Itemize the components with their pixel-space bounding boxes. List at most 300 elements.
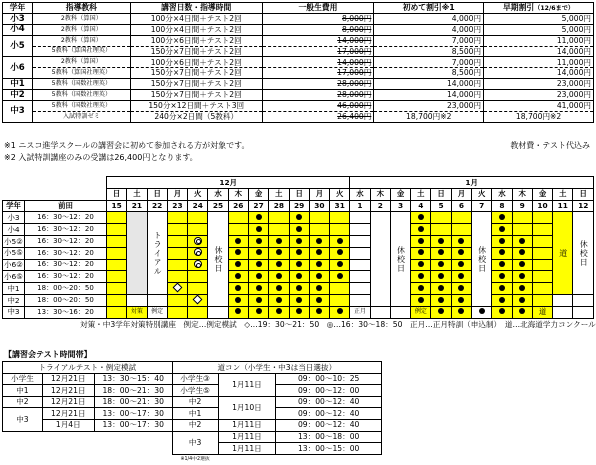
calendar-cell: [431, 224, 451, 236]
date-cell: 23: [167, 200, 187, 212]
calendar-cell: [147, 294, 167, 306]
calendar-cell: [451, 259, 471, 271]
price-header-time: 講習日数・指導時間: [130, 3, 262, 14]
date-cell: 28: [269, 200, 289, 212]
calendar-cell: [431, 235, 451, 247]
calendar-cell: [512, 224, 532, 236]
calendar-cell: [532, 224, 552, 236]
filled-circle-icon: [438, 297, 444, 303]
filled-circle-icon: [458, 273, 464, 279]
calendar-cell: [269, 306, 289, 318]
filled-circle-icon: [337, 308, 343, 314]
weekday-cell: 木: [370, 188, 390, 200]
calendar-cell: [289, 212, 309, 224]
first-price: 4,000円: [374, 13, 484, 24]
calendar-cell: [512, 271, 532, 283]
filled-circle-icon: [519, 273, 525, 279]
calendar-cell: [370, 306, 390, 318]
filled-circle-icon: [256, 249, 262, 255]
calendar-cell: [411, 283, 431, 295]
first-price: 8,500円: [374, 68, 484, 79]
filled-circle-icon: [519, 249, 525, 255]
filled-circle-icon: [296, 238, 302, 244]
calendar-cell: [472, 306, 492, 318]
calendar-cell: [248, 306, 268, 318]
calendar-cell: [167, 271, 187, 283]
closed-label: 休校日: [573, 212, 594, 295]
calendar-grade: 小6⑤: [4, 272, 23, 282]
calendar-cell: [532, 271, 552, 283]
calendar-cell: [289, 235, 309, 247]
calendar-cell: [451, 271, 471, 283]
weekday-cell: 日: [106, 188, 126, 200]
calendar-cell: [330, 259, 350, 271]
reitei-label: 例定: [411, 306, 431, 318]
calendar-cell: [269, 212, 289, 224]
price-header-general: 一般生費用: [262, 3, 374, 14]
trial-label: トライアル: [147, 212, 167, 295]
calendar-cell: [411, 294, 431, 306]
filled-circle-icon: [418, 285, 424, 291]
calendar-grade: 小6②: [4, 260, 23, 270]
filled-circle-icon: [519, 297, 525, 303]
calendar-cell: [330, 294, 350, 306]
early-price: 41,000円: [484, 101, 594, 112]
weekday-cell: 日: [573, 188, 594, 200]
filled-circle-icon: [438, 261, 444, 267]
calendar-cell: [248, 247, 268, 259]
date-cell: 29: [289, 200, 309, 212]
calendar-cell: [411, 212, 431, 224]
calendar-cell: [411, 235, 431, 247]
calendar-cell: [532, 294, 552, 306]
calendar-grade: 中2: [3, 294, 25, 306]
calendar-cell: [309, 212, 329, 224]
calendar-cell: [492, 247, 512, 259]
calendar-cell: [127, 212, 147, 295]
calendar-cell: [431, 294, 451, 306]
table-row: 5教科（算国社理英） 150分×7日間＋テスト2回 17,000円 8,500円 14,000円: [3, 46, 594, 57]
weekday-cell: 日: [289, 188, 309, 200]
calendar-time: 16：30～12：20: [24, 247, 106, 259]
calendar-date-row: [3, 200, 594, 212]
calendar-cell: [431, 259, 451, 271]
double-circle-icon: [194, 260, 202, 268]
calendar-cell: [330, 271, 350, 283]
price-header-row: [3, 3, 594, 14]
filled-circle-icon: [256, 214, 262, 220]
calendar-grade: 中1: [3, 283, 25, 295]
calendar-cell: [228, 224, 248, 236]
calendar-cell: [350, 259, 370, 271]
calendar-cell: [188, 212, 208, 224]
calendar-cell: [127, 294, 147, 306]
weekday-cell: 木: [512, 188, 532, 200]
filled-circle-icon: [438, 308, 444, 314]
filled-circle-icon: [256, 261, 262, 267]
calendar-cell: [188, 283, 208, 295]
weekday-cell: 木: [228, 188, 248, 200]
table-row: 小6 2教科（算国） 100分×6日間＋テスト2回 14,000円 7,000円 11,000円: [3, 57, 594, 68]
weekday-cell: 土: [553, 188, 573, 200]
col-grade: 学年: [3, 200, 25, 212]
calendar-cell: [248, 294, 268, 306]
date-cell: 4: [411, 200, 431, 212]
filled-circle-icon: [499, 249, 505, 255]
calendar-table: [2, 176, 594, 319]
weekday-cell: 火: [330, 188, 350, 200]
date-cell: 22: [147, 200, 167, 212]
filled-circle-icon: [499, 261, 505, 267]
first-price: 8,500円: [374, 46, 484, 57]
price-header-first: 初めて割引※1: [374, 3, 484, 14]
date-cell: 30: [309, 200, 329, 212]
weekday-cell: 金: [248, 188, 268, 200]
calendar-cell: [269, 283, 289, 295]
calendar-cell: [188, 235, 208, 247]
filled-circle-icon: [296, 285, 302, 291]
filled-circle-icon: [499, 238, 505, 244]
schedule-table: [2, 361, 382, 465]
calendar-cell: [451, 235, 471, 247]
first-price: 14,000円: [374, 79, 484, 90]
filled-circle-icon: [235, 249, 241, 255]
filled-circle-icon: [296, 249, 302, 255]
filled-circle-icon: [316, 238, 322, 244]
filled-circle-icon: [418, 261, 424, 267]
calendar-cell: [248, 235, 268, 247]
calendar-cell: [289, 247, 309, 259]
calendar-cell: [106, 224, 126, 236]
filled-circle-icon: [316, 273, 322, 279]
calendar-cell: [248, 283, 268, 295]
filled-circle-icon: [438, 273, 444, 279]
michi-label: 道: [532, 306, 552, 318]
weekday-cell: 水: [208, 188, 228, 200]
weekday-cell: 土: [411, 188, 431, 200]
filled-circle-icon: [235, 273, 241, 279]
calendar-cell: [492, 283, 512, 295]
filled-circle-icon: [418, 273, 424, 279]
calendar-cell: [188, 271, 208, 283]
date-cell: 27: [248, 200, 268, 212]
calendar-cell: [451, 212, 471, 224]
calendar-time: 18：00～20：50: [24, 294, 106, 306]
calendar-cell: [228, 294, 248, 306]
calendar-month-row: [3, 177, 594, 189]
filled-circle-icon: [499, 297, 505, 303]
filled-circle-icon: [499, 308, 505, 314]
calendar-cell: [228, 283, 248, 295]
early-price: 5,000円: [484, 13, 594, 24]
filled-circle-icon: [458, 297, 464, 303]
first-price: 18,700円※2: [374, 111, 484, 122]
filled-circle-icon: [235, 261, 241, 267]
general-price: 8,000円: [342, 24, 372, 34]
date-cell: 26: [228, 200, 248, 212]
general-price: 28,000円: [337, 79, 372, 89]
filled-circle-icon: [337, 273, 343, 279]
filled-circle-icon: [296, 308, 302, 314]
weekday-cell: 金: [390, 188, 410, 200]
calendar-cell: [451, 283, 471, 295]
filled-circle-icon: [337, 261, 343, 267]
filled-circle-icon: [276, 308, 282, 314]
calendar-cell: [228, 235, 248, 247]
calendar-cell: [451, 247, 471, 259]
calendar-cell: [106, 294, 126, 306]
weekday-cell: 月: [309, 188, 329, 200]
month-january: 1月: [350, 177, 594, 189]
calendar-cell: [350, 224, 370, 236]
double-circle-icon: [194, 248, 202, 256]
schedule-header-dokon: 道コン（小学生・中3は当日選抜）: [172, 362, 381, 374]
calendar-cell: [532, 283, 552, 295]
table-row: 中2 5教科（国数社理英） 150分×7日間＋テスト2回 28,000円 14,000円 23,000円: [3, 90, 594, 101]
filled-circle-icon: [499, 214, 505, 220]
calendar-cell: [208, 306, 228, 318]
calendar-cell: [492, 259, 512, 271]
calendar-cell: [106, 271, 126, 283]
table-row: [3, 224, 594, 236]
general-price: 8,000円: [342, 14, 372, 24]
filled-circle-icon: [316, 249, 322, 255]
filled-circle-icon: [296, 261, 302, 267]
table-row: [3, 247, 594, 259]
date-cell: 25: [208, 200, 228, 212]
filled-circle-icon: [235, 238, 241, 244]
schedule-title: 【講習会テスト時間帯】: [4, 350, 92, 359]
weekday-cell: 月: [451, 188, 471, 200]
shogatsu-label: 正月: [350, 306, 370, 318]
filled-circle-icon: [296, 297, 302, 303]
calendar-cell: [330, 224, 350, 236]
calendar-cell: [106, 235, 126, 247]
calendar-cell: [330, 212, 350, 224]
price-header-subject: 指導教科: [32, 3, 130, 14]
calendar-cell: [289, 259, 309, 271]
price-table: [2, 2, 594, 123]
filled-circle-icon: [256, 297, 262, 303]
filled-circle-icon: [256, 273, 262, 279]
date-cell: 24: [188, 200, 208, 212]
early-price: 11,000円: [484, 35, 594, 46]
calendar-cell: [167, 259, 187, 271]
calendar-cell: [492, 235, 512, 247]
calendar-cell: [330, 306, 350, 318]
double-circle-icon: [194, 237, 202, 245]
date-cell: 31: [330, 200, 350, 212]
calendar-cell: [269, 271, 289, 283]
calendar-cell: [269, 294, 289, 306]
date-cell: 9: [512, 200, 532, 212]
calendar-cell: [228, 259, 248, 271]
schedule-header-trial: トライアルテスト・例定模試: [3, 362, 173, 374]
filled-circle-icon: [296, 226, 302, 232]
calendar-cell: [167, 224, 187, 236]
calendar-cell: [309, 283, 329, 295]
filled-circle-icon: [418, 214, 424, 220]
calendar-cell: [188, 259, 208, 271]
filled-circle-icon: [316, 261, 322, 267]
early-price: 5,000円: [484, 24, 594, 35]
calendar-cell: [167, 283, 187, 295]
calendar-cell: [451, 294, 471, 306]
calendar-grade: 小3: [3, 212, 25, 224]
calendar-cell: [553, 306, 573, 318]
calendar-time: 18：00～20：50: [24, 283, 106, 295]
filled-circle-icon: [256, 285, 262, 291]
filled-circle-icon: [418, 297, 424, 303]
calendar-cell: [411, 224, 431, 236]
filled-circle-icon: [519, 285, 525, 291]
general-price: 17,000円: [337, 46, 372, 56]
filled-circle-icon: [458, 285, 464, 291]
calendar-time: 16：30～12：20: [24, 271, 106, 283]
table-row: [3, 454, 382, 465]
calendar-cell: [512, 294, 532, 306]
calendar-cell: [431, 212, 451, 224]
filled-circle-icon: [276, 285, 282, 291]
calendar-cell: [350, 271, 370, 283]
filled-circle-icon: [458, 308, 464, 314]
calendar-cell: [532, 247, 552, 259]
filled-circle-icon: [276, 238, 282, 244]
calendar-cell: [309, 259, 329, 271]
date-cell: 10: [532, 200, 552, 212]
diamond-icon: [173, 283, 183, 293]
calendar-cell: [350, 235, 370, 247]
calendar-cell: [309, 306, 329, 318]
filled-circle-icon: [316, 297, 322, 303]
filled-circle-icon: [256, 238, 262, 244]
michi-label: 道: [553, 212, 573, 295]
date-cell: 8: [492, 200, 512, 212]
calendar-weekday-row: [3, 188, 594, 200]
calendar-cell: [309, 247, 329, 259]
calendar-cell: [350, 283, 370, 295]
calendar-cell: [309, 271, 329, 283]
first-price: 23,000円: [374, 101, 484, 112]
date-cell: 6: [451, 200, 471, 212]
calendar-grade: 小5⑤: [4, 248, 23, 258]
calendar-cell: [228, 271, 248, 283]
calendar-cell: [289, 306, 309, 318]
table-row: 1月11日 13：00～15：00: [3, 443, 382, 455]
calendar-cell: [492, 294, 512, 306]
table-row: [3, 235, 594, 247]
calendar-cell: [248, 224, 268, 236]
calendar-cell: [228, 247, 248, 259]
closed-label: 休校日: [208, 212, 228, 306]
table-row: 1月4日 13：00～17：30 中2 1月11日 09：00～12：40: [3, 419, 382, 431]
early-price: 14,000円: [484, 46, 594, 57]
first-price: 7,000円: [374, 35, 484, 46]
schedule-header-row: [3, 362, 382, 374]
filled-circle-icon: [499, 226, 505, 232]
filled-circle-icon: [519, 261, 525, 267]
calendar-cell: [411, 271, 431, 283]
calendar-cell: [431, 306, 451, 318]
date-cell: 15: [106, 200, 126, 212]
general-price: 14,000円: [337, 35, 372, 45]
table-row: 小4 2教科（算国） 100分×4日間＋テスト2回 8,000円 4,000円 5,000円: [3, 24, 594, 35]
calendar-cell: [167, 294, 187, 306]
calendar-cell: [512, 212, 532, 224]
filled-circle-icon: [438, 285, 444, 291]
calendar-cell: [289, 271, 309, 283]
price-header-grade: 学年: [3, 3, 33, 14]
weekday-cell: 火: [472, 188, 492, 200]
table-row: 中1 12月21日 18：00～21：30 小学生⑤ 09：00～12：00: [3, 385, 382, 397]
early-price: 18,700円※2: [484, 111, 594, 122]
filled-circle-icon: [499, 285, 505, 291]
calendar-cell: [350, 247, 370, 259]
date-cell: 12: [573, 200, 594, 212]
general-price: 17,000円: [337, 68, 372, 78]
calendar-cell: [573, 294, 594, 306]
filled-circle-icon: [276, 249, 282, 255]
filled-circle-icon: [337, 249, 343, 255]
date-cell: 1: [350, 200, 370, 212]
filled-circle-icon: [438, 249, 444, 255]
calendar-cell: [289, 224, 309, 236]
table-row: 5教科（算国社理英） 150分×7日間＋テスト2回 17,000円 8,500円 14,000円: [3, 68, 594, 79]
calendar-cell: [167, 247, 187, 259]
calendar-cell: [532, 212, 552, 224]
calendar-cell: [106, 283, 126, 295]
calendar-cell: [512, 247, 532, 259]
weekday-cell: 月: [167, 188, 187, 200]
table-row: 中3 1月11日 13：00～18：00: [3, 431, 382, 443]
filled-circle-icon: [276, 261, 282, 267]
filled-circle-icon: [235, 297, 241, 303]
calendar-cell: [512, 306, 532, 318]
table-row: [3, 306, 594, 318]
table-row: 小5 2教科（算国） 100分×6日間＋テスト2回 14,000円 7,000円 11,000円: [3, 35, 594, 46]
table-row: 中3 5教科（国数社理英） 150分×12日間＋テスト3回 46,000円 23,000円 41,000円: [3, 101, 594, 112]
calendar-cell: [431, 247, 451, 259]
schedule-tiny-note: ※1/4中2選抜: [180, 456, 210, 462]
calendar-cell: [269, 247, 289, 259]
weekday-cell: 日: [431, 188, 451, 200]
filled-circle-icon: [418, 249, 424, 255]
note-tax: 教材費・テスト代込み: [510, 141, 590, 150]
date-cell: 21: [127, 200, 147, 212]
calendar-cell: [451, 306, 471, 318]
calendar-cell: [573, 306, 594, 318]
filled-circle-icon: [337, 238, 343, 244]
col-time: 前田: [24, 200, 106, 212]
note-exam-only: ※2 入試特訓講座のみの受講は26,400円となります。: [4, 153, 198, 162]
filled-circle-icon: [438, 238, 444, 244]
calendar-cell: [248, 271, 268, 283]
calendar-cell: [188, 306, 208, 318]
calendar-cell: [248, 259, 268, 271]
calendar-time: 16：30～12：20: [24, 224, 106, 236]
table-row: [3, 259, 594, 271]
calendar-cell: [350, 212, 370, 224]
table-row: [3, 294, 594, 306]
calendar-cell: [512, 283, 532, 295]
early-price: 23,000円: [484, 90, 594, 101]
weekday-cell: 水: [492, 188, 512, 200]
diamond-icon: [193, 295, 203, 305]
table-row: [3, 212, 594, 224]
filled-circle-icon: [256, 308, 262, 314]
filled-circle-icon: [235, 285, 241, 291]
first-price: 14,000円: [374, 90, 484, 101]
